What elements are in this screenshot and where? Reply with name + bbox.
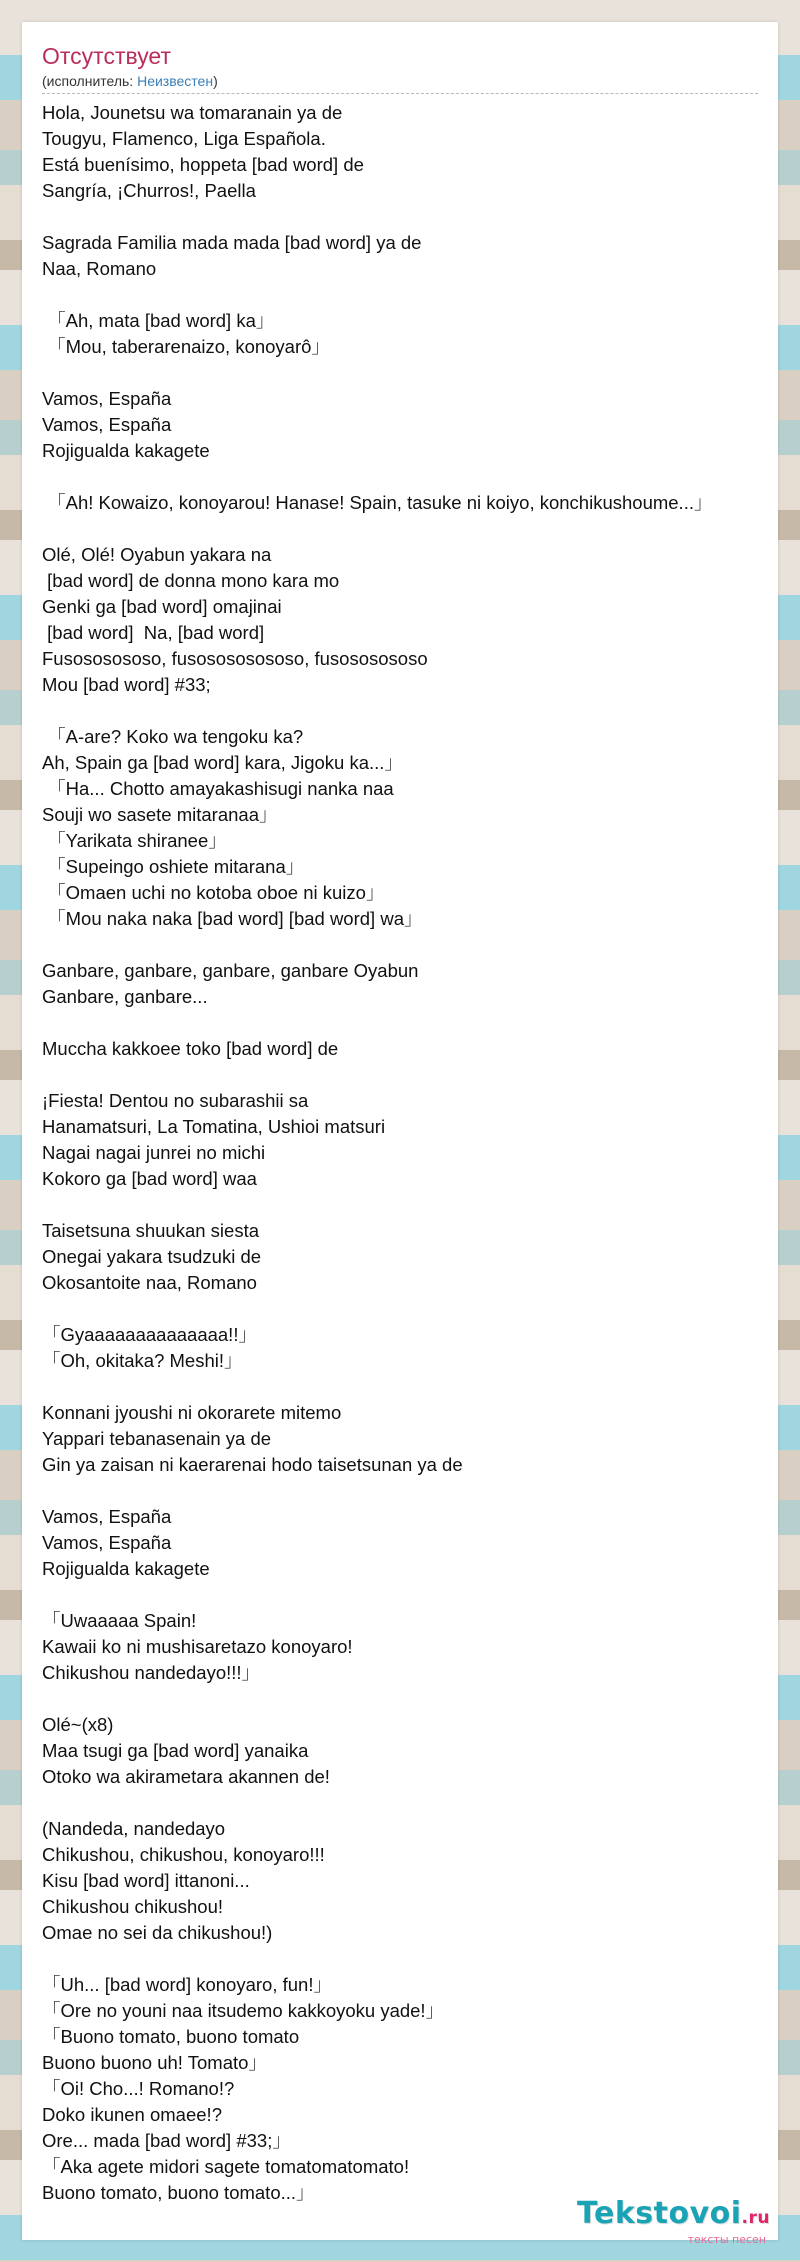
lyric-line: Onegai yakara tsudzuki de xyxy=(42,1246,262,1267)
lyric-line: Ganbare, ganbare, ganbare, ganbare Oyabun xyxy=(42,960,419,981)
lyric-line: Okosantoite naa, Romano xyxy=(42,1272,257,1293)
lyric-line: [bad word] de donna mono kara mo xyxy=(42,570,340,591)
lyric-line: 「Aka agete midori sagete tomatomatomato! xyxy=(42,2156,410,2177)
lyric-line: Doko ikunen omaee!? xyxy=(42,2104,222,2125)
stanza xyxy=(42,1972,758,2206)
lyric-line: Rojigualda kakagete xyxy=(42,1558,210,1579)
lyric-line: Está buenísimo, hoppeta [bad word] de xyxy=(42,154,364,175)
artist-prefix: (исполнитель: xyxy=(42,73,138,89)
lyric-line: Muccha kakkoee toko [bad word] de xyxy=(42,1038,339,1059)
lyric-line: 「Ore no youni naa itsudemo kakkoyoku yade!」 xyxy=(42,2000,445,2021)
lyric-line: Vamos, España xyxy=(42,1532,172,1553)
lyric-line: Gin ya zaisan ni kaerarenai hodo taisetsunan ya de xyxy=(42,1454,463,1475)
stanza xyxy=(42,230,758,282)
lyric-line: Genki ga [bad word] omajinai xyxy=(42,596,282,617)
lyric-line: Sagrada Familia mada mada [bad word] ya de xyxy=(42,232,422,253)
lyric-line: Olé~(x8) xyxy=(42,1714,114,1735)
lyric-line: Chikushou chikushou! xyxy=(42,1896,223,1917)
lyric-line: ¡Fiesta! Dentou no subarashii sa xyxy=(42,1090,309,1111)
lyric-line: 「Oi! Cho...! Romano!? xyxy=(42,2078,235,2099)
lyric-line: 「Mou naka naka [bad word] [bad word] wa」 xyxy=(42,908,423,929)
stanza xyxy=(42,1400,758,1478)
lyric-line: Nagai nagai junrei no michi xyxy=(42,1142,266,1163)
lyric-line: Hanamatsuri, La Tomatina, Ushioi matsuri xyxy=(42,1116,386,1137)
logo-tagline: тексты песен xyxy=(687,2233,766,2246)
lyric-line: Kokoro ga [bad word] waa xyxy=(42,1168,257,1189)
lyric-line: Vamos, España xyxy=(42,1506,172,1527)
site-logo[interactable] xyxy=(570,2198,770,2246)
lyric-line: 「Oh, okitaka? Meshi!」 xyxy=(42,1350,243,1371)
lyric-line: 「Gyaaaaaaaaaaaaaa!!」 xyxy=(42,1324,257,1345)
lyrics-card xyxy=(22,22,778,2240)
lyric-line: 「Buono tomato, buono tomato xyxy=(42,2026,300,2047)
lyric-line: 「Omaen uchi no kotoba oboe ni kuizo」 xyxy=(42,882,385,903)
stanza xyxy=(42,1504,758,1582)
lyric-line: Vamos, España xyxy=(42,388,172,409)
stanza xyxy=(42,1712,758,1790)
lyric-line: 「Yarikata shiranee」 xyxy=(42,830,227,851)
lyric-line: [bad word] Na, [bad word] xyxy=(42,622,265,643)
lyric-line: Konnani jyoushi ni okorarete mitemo xyxy=(42,1402,342,1423)
lyric-line: Maa tsugi ga [bad word] yanaika xyxy=(42,1740,309,1761)
logo-tld: .ru xyxy=(741,2208,770,2228)
lyric-line: 「Ah, mata [bad word] ka」 xyxy=(42,310,275,331)
lyric-line: Vamos, España xyxy=(42,414,172,435)
lyric-line: Taisetsuna shuukan siesta xyxy=(42,1220,259,1241)
lyric-line: Olé, Olé! Oyabun yakara na xyxy=(42,544,272,565)
stanza xyxy=(42,958,758,1010)
stanza xyxy=(42,1816,758,1946)
lyric-line: Ganbare, ganbare... xyxy=(42,986,208,1007)
lyric-line: 「Supeingo oshiete mitarana」 xyxy=(42,856,305,877)
lyric-line: Chikushou, chikushou, konoyaro!!! xyxy=(42,1844,325,1865)
lyric-line: Kisu [bad word] ittanoni... xyxy=(42,1870,250,1891)
stanza xyxy=(42,1608,758,1686)
artist-suffix: ) xyxy=(213,73,218,89)
logo-wordmark xyxy=(570,2198,770,2234)
lyric-line: 「Ha... Chotto amayakashisugi nanka naa xyxy=(42,778,394,799)
lyric-line: Ore... mada [bad word] #33;」 xyxy=(42,2130,291,2151)
lyric-line: Souji wo sasete mitaranaa」 xyxy=(42,804,278,825)
artist-line xyxy=(42,72,758,94)
stanza xyxy=(42,490,758,516)
artist-link[interactable]: Неизвестен xyxy=(137,73,214,89)
lyric-line: 「Uh... [bad word] konoyaro, fun!」 xyxy=(42,1974,332,1995)
lyric-line: Naa, Romano xyxy=(42,258,157,279)
lyric-line: 「Uwaaaaa Spain! xyxy=(42,1610,197,1631)
stanza xyxy=(42,386,758,464)
song-title: Отсутствует xyxy=(42,43,171,69)
lyric-line: Tougyu, Flamenco, Liga Española. xyxy=(42,128,326,149)
stanza xyxy=(42,1036,758,1062)
lyric-line: Mou [bad word] #33; xyxy=(42,674,211,695)
lyric-line: Yappari tebanasenain ya de xyxy=(42,1428,272,1449)
lyric-line: Fusososososo, fusosososososo, fusososososo xyxy=(42,648,428,669)
lyric-line: 「Ah! Kowaizo, konoyarou! Hanase! Spain, tasuke ni koiyo, konchikushoume...」 xyxy=(42,492,713,513)
lyric-line: Omae no sei da chikushou!) xyxy=(42,1922,273,1943)
lyric-line: Otoko wa akirametara akannen de! xyxy=(42,1766,330,1787)
lyric-line: Rojigualda kakagete xyxy=(42,440,210,461)
stanza xyxy=(42,542,758,698)
lyric-line: 「A-are? Koko wa tengoku ka? xyxy=(42,726,304,747)
lyric-line: Buono tomato, buono tomato...」 xyxy=(42,2182,315,2203)
stanza xyxy=(42,1088,758,1192)
lyric-line: (Nandeda, nandedayo xyxy=(42,1818,226,1839)
stanza xyxy=(42,1322,758,1374)
lyric-line: Hola, Jounetsu wa tomaranain ya de xyxy=(42,102,343,123)
lyric-line: Ah, Spain ga [bad word] kara, Jigoku ka...」 xyxy=(42,752,403,773)
lyrics-body xyxy=(42,100,758,2206)
lyric-line: Kawaii ko ni mushisaretazo konoyaro! xyxy=(42,1636,353,1657)
lyric-line: Chikushou nandedayo!!!」 xyxy=(42,1662,261,1683)
stanza xyxy=(42,724,758,932)
stanza xyxy=(42,308,758,360)
lyric-line: 「Mou, taberarenaizo, konoyarô」 xyxy=(42,336,330,357)
lyric-line: Sangría, ¡Churros!, Paella xyxy=(42,180,256,201)
lyric-line: Buono buono uh! Tomato」 xyxy=(42,2052,267,2073)
stanza xyxy=(42,1218,758,1296)
stanza xyxy=(42,100,758,204)
logo-name: Tekstovoi xyxy=(577,2196,742,2231)
